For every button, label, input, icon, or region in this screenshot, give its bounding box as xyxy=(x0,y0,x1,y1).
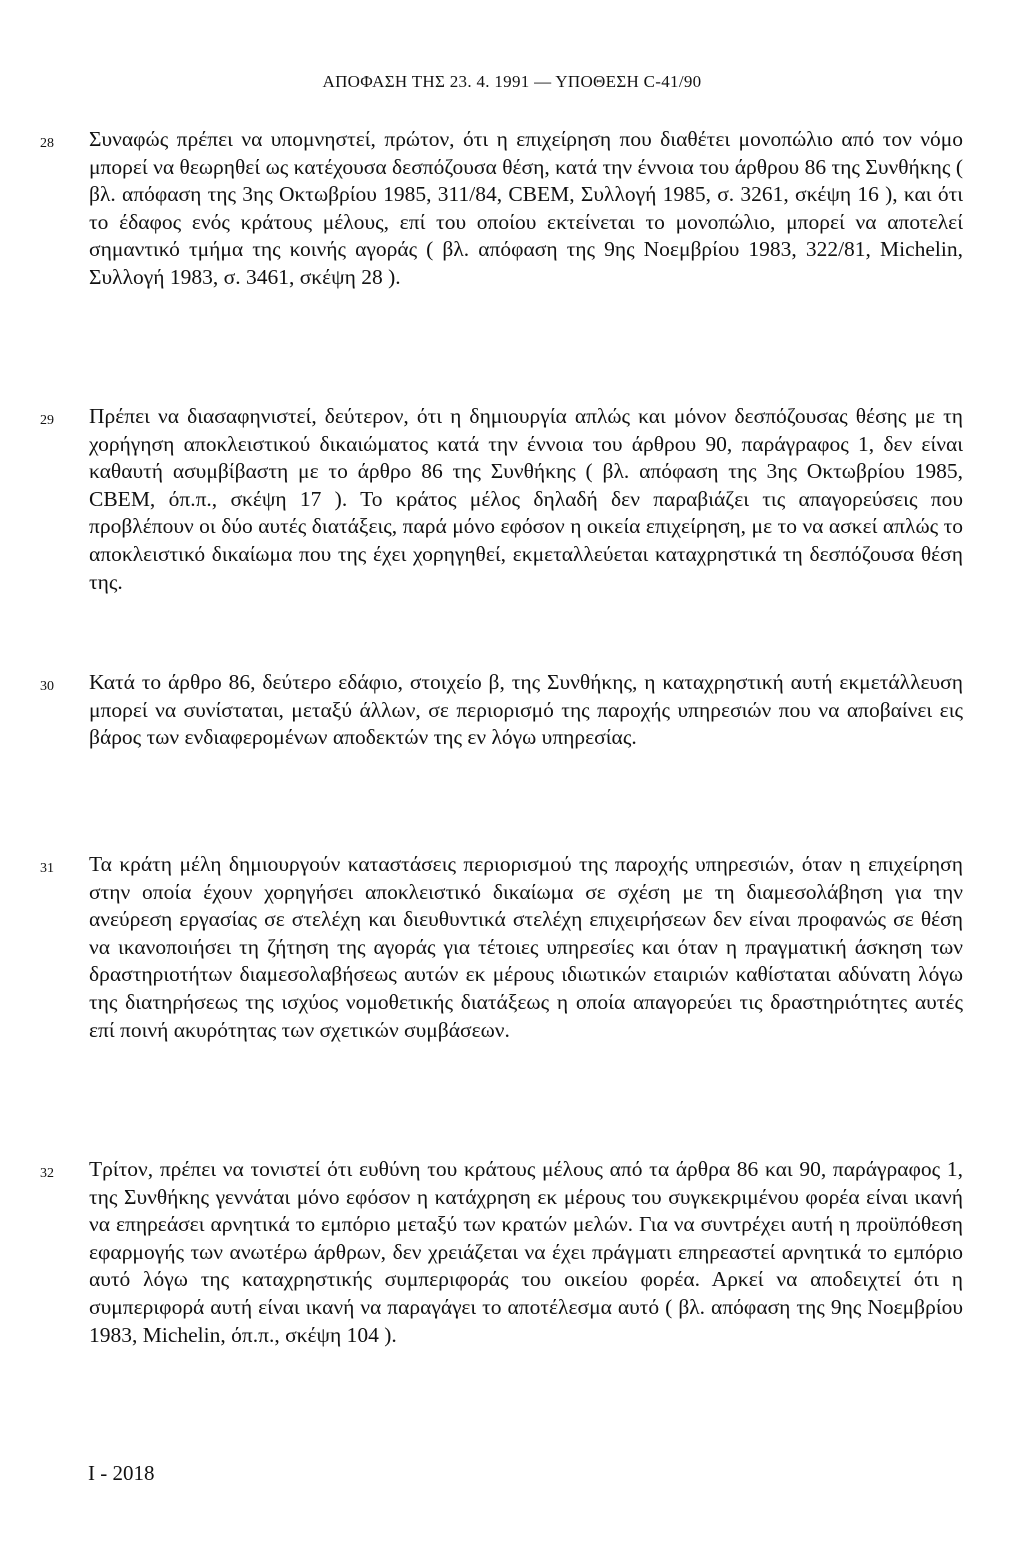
paragraph-number: 32 xyxy=(40,1166,54,1181)
paragraph-28 xyxy=(40,126,984,292)
paragraph-text: Κατά το άρθρο 86, δεύτερο εδάφιο, στοιχείο β, της Συνθήκης, η καταχρηστική αυτή εκμετάλλευση μπορεί να συνίσταται, μεταξύ άλλων, σε περιορισμό της παροχής υπηρεσιών που να αποβαίνει εις βάρος των ενδιαφερομένων αποδεκτών της εν λόγω υπηρεσίας. xyxy=(89,670,963,750)
paragraph-number: 28 xyxy=(40,136,54,151)
paragraph-text: Τα κράτη μέλη δημιουργούν καταστάσεις περιορισμού της παροχής υπηρεσιών, όταν η επιχείρηση στην οποία έχουν χορηγήσει αποκλειστικό δικαίωμα σε σχέση με τη διαμεσολάβηση για την ανεύρεση εργασίας σε στελέχη και διευθυντικά στελέχη επιχειρήσεων δεν είναι προφανώς σε θέση να ικανοποιήσει τη ζήτηση της αγοράς για τέτοιες υπηρεσίες και όταν η πραγματική άσκηση των δραστηριοτήτων διαμεσολαβήσεως αυτών εκ μέρους ιδιωτικών εταιριών καθίσταται αδύνατη λόγω της διατηρήσεως της ισχύος νομοθετικής διατάξεως η οποία απαγορεύει τις δραστηριότητες αυτές επί ποινή ακυρότητας των σχετικών συμβάσεων. xyxy=(89,852,963,1042)
paragraph-29 xyxy=(40,403,984,596)
paragraph-number: 31 xyxy=(40,861,54,876)
paragraph-number: 30 xyxy=(40,679,54,694)
paragraph-text: Πρέπει να διασαφηνιστεί, δεύτερον, ότι η δημιουργία απλώς και μόνον δεσπόζουσας θέσης με τη χορήγηση αποκλειστικού δικαιώματος κατά την έννοια του άρθρου 90, παράγραφος 1, δεν είναι καθαυτή ασυμβίβαστη με το άρθρο 86 της Συνθήκης ( βλ. απόφαση της 3ης Οκτωβρίου 1985, CBEM, όπ.π., σκέψη 17 ). Το κράτος μέλος δηλαδή δεν παραβιάζει τις απαγορεύσεις που προβλέπουν οι δύο αυτές διατάξεις, παρά μόνο εφόσον η οικεία επιχείρηση, με το να ασκεί απλώς το αποκλειστικό δικαίωμα που της έχει χορηγηθεί, εκμεταλλεύεται καταχρηστικά τη δεσπόζουσα θέση της. xyxy=(89,404,963,594)
paragraph-30 xyxy=(40,669,984,752)
paragraph-text: Τρίτον, πρέπει να τονιστεί ότι ευθύνη του κράτους μέλους από τα άρθρα 86 και 90, παράγραφος 1, της Συνθήκης γεννάται μόνο εφόσον η κατάχρηση εκ μέρους του συγκεκριμένου φορέα είναι ικανή να επηρεάσει αρνητικά το εμπόριο μεταξύ των κρατών μελών. Για να συντρέχει αυτή η προϋπόθεση εφαρμογής των ανωτέρω άρθρων, δεν χρειάζεται να έχει πράγματι επηρεαστεί αρνητικά το εμπόριο αυτό λόγω της καταχρηστικής συμπεριφοράς του οικείου φορέα. Αρκεί να αποδειχτεί ότι η συμπεριφορά αυτή είναι ικανή να παραγάγει το αποτέλεσμα αυτό ( βλ. απόφαση της 9ης Νοεμβρίου 1983, Michelin, όπ.π., σκέψη 104 ). xyxy=(89,1157,963,1347)
paragraph-32 xyxy=(40,1156,984,1349)
paragraph-number: 29 xyxy=(40,413,54,428)
paragraph-31 xyxy=(40,851,984,1044)
paragraph-text: Συναφώς πρέπει να υπομνηστεί, πρώτον, ότι η επιχείρηση που διαθέτει μονοπώλιο από τον νόμο μπορεί να θεωρηθεί ως κατέχουσα δεσπόζουσα θέση, κατά την έννοια του άρθρου 86 της Συνθήκης ( βλ. απόφαση της 3ης Οκτωβρίου 1985, 311/84, CBEM, Συλλογή 1985, σ. 3261, σκέψη 16 ), και ότι το έδαφος ενός κράτους μέλους, επί του οποίου εκτείνεται το μονοπώλιο, μπορεί να αποτελεί σημαντικό τμήμα της κοινής αγοράς ( βλ. απόφαση της 9ης Νοεμβρίου 1983, 322/81, Michelin, Συλλογή 1983, σ. 3461, σκέψη 28 ). xyxy=(89,127,963,289)
running-header: ΑΠΟΦΑΣΗ ΤΗΣ 23. 4. 1991 — ΥΠΟΘΕΣΗ C-41/90 xyxy=(322,72,702,91)
page-number: I - 2018 xyxy=(88,1461,155,1485)
